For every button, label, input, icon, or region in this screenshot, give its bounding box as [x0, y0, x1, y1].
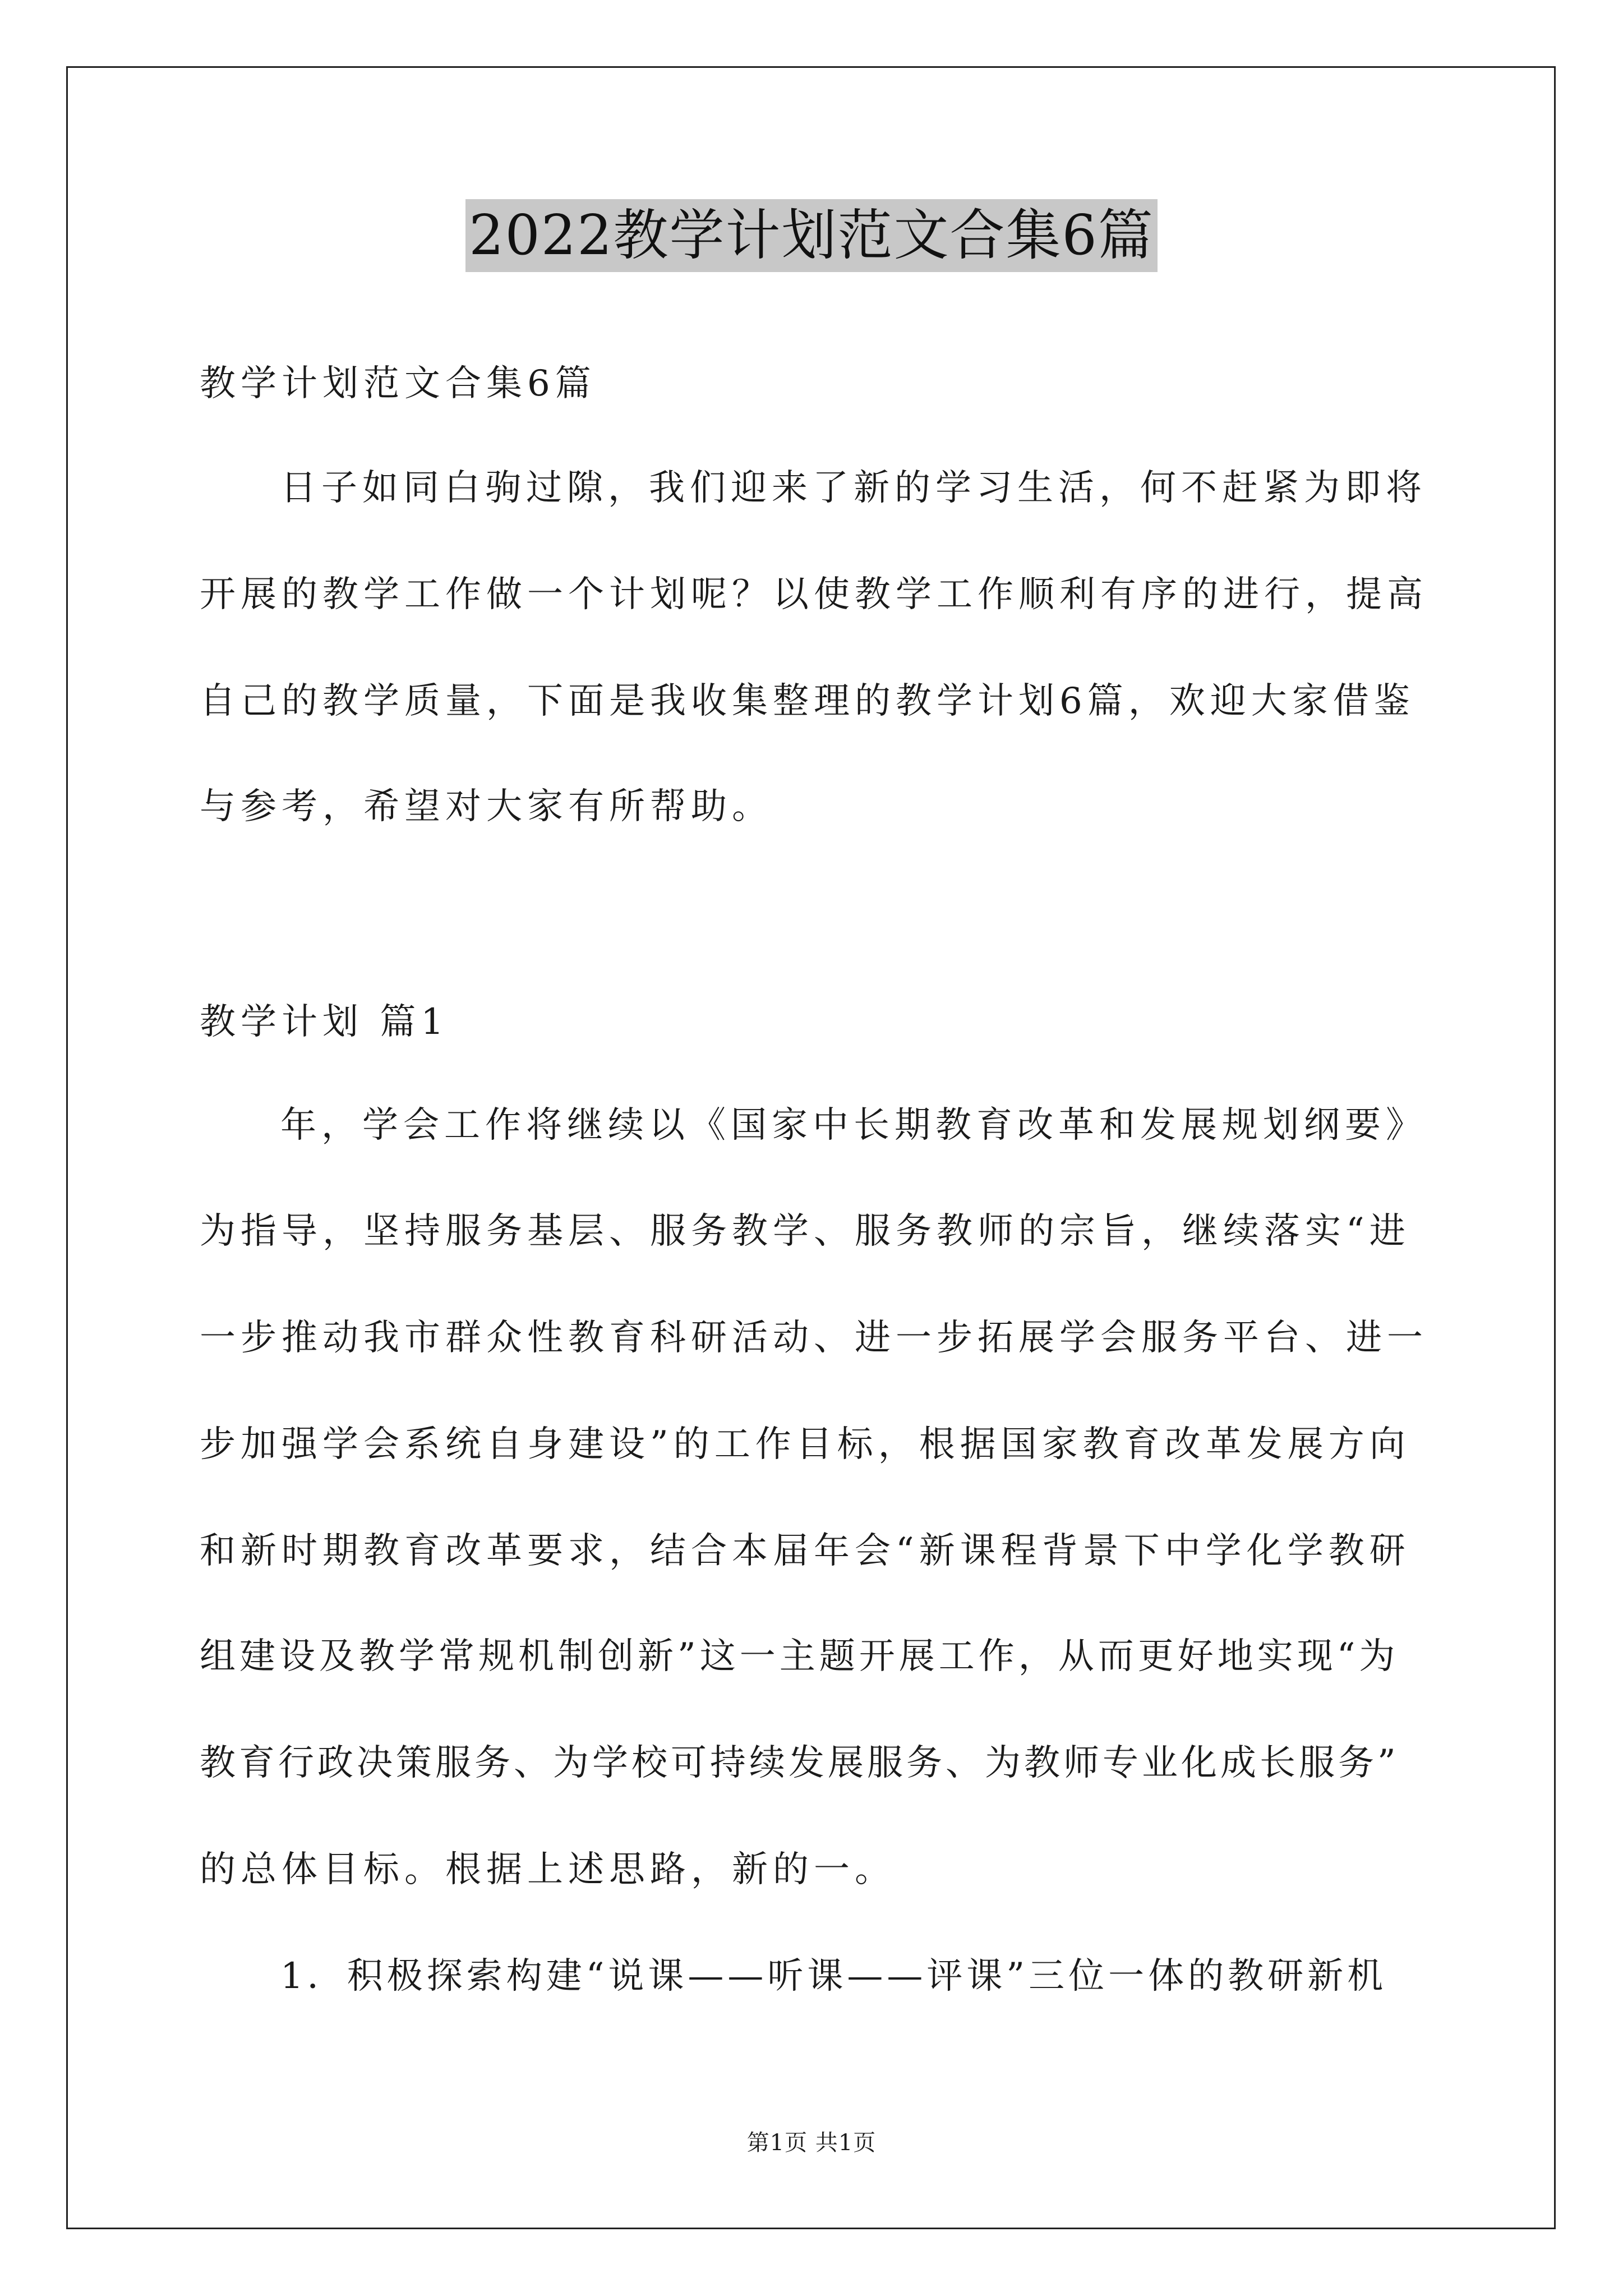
section-heading: 教学计划 篇1 — [200, 1001, 449, 1043]
title-container — [0, 199, 1623, 272]
page-number: 第1页 共1页 — [746, 2130, 877, 2156]
body-line-6: 组建设及教学常规机制创新”这一主题开展工作，从而更好地实现“为 — [200, 1636, 1399, 1677]
body-line-1: 年，学会工作将继续以《国家中长期教育改革和发展规划纲要》 — [280, 1105, 1427, 1146]
intro-line-2: 开展的教学工作做一个计划呢？以使教学工作顺利有序的进行，提高 — [200, 574, 1428, 615]
intro-line-1: 日子如同白驹过隙，我们迎来了新的学习生活，何不赶紧为即将 — [280, 467, 1427, 509]
body-line-5: 和新时期教育改革要求，结合本届年会“新课程背景下中学化学教研 — [200, 1530, 1410, 1572]
body-line-3: 一步推动我市群众性教育科研活动、进一步拓展学会服务平台、进一 — [200, 1317, 1428, 1359]
intro-line-3: 自己的教学质量，下面是我收集整理的教学计划6篇，欢迎大家借鉴 — [200, 680, 1415, 722]
body-line-7: 教育行政决策服务、为学校可持续发展服务、为教师专业化成长服务” — [200, 1742, 1399, 1784]
body-line-4: 步加强学会系统自身建设”的工作目标，根据国家教育改革发展方向 — [200, 1424, 1410, 1465]
document-subtitle: 教学计划范文合集6篇 — [200, 363, 596, 404]
document-title: 2022教学计划范文合集6篇 — [465, 199, 1158, 272]
body-line-8: 的总体目标。根据上述思路，新的一。 — [200, 1849, 896, 1890]
intro-line-4: 与参考，希望对大家有所帮助。 — [200, 786, 773, 827]
body-line-2: 为指导，坚持服务基层、服务教学、服务教师的宗旨，继续落实“进 — [200, 1211, 1410, 1252]
list-item-1: 1．积极探索构建“说课——听课——评课”三位一体的教研新机 — [280, 1955, 1387, 1997]
